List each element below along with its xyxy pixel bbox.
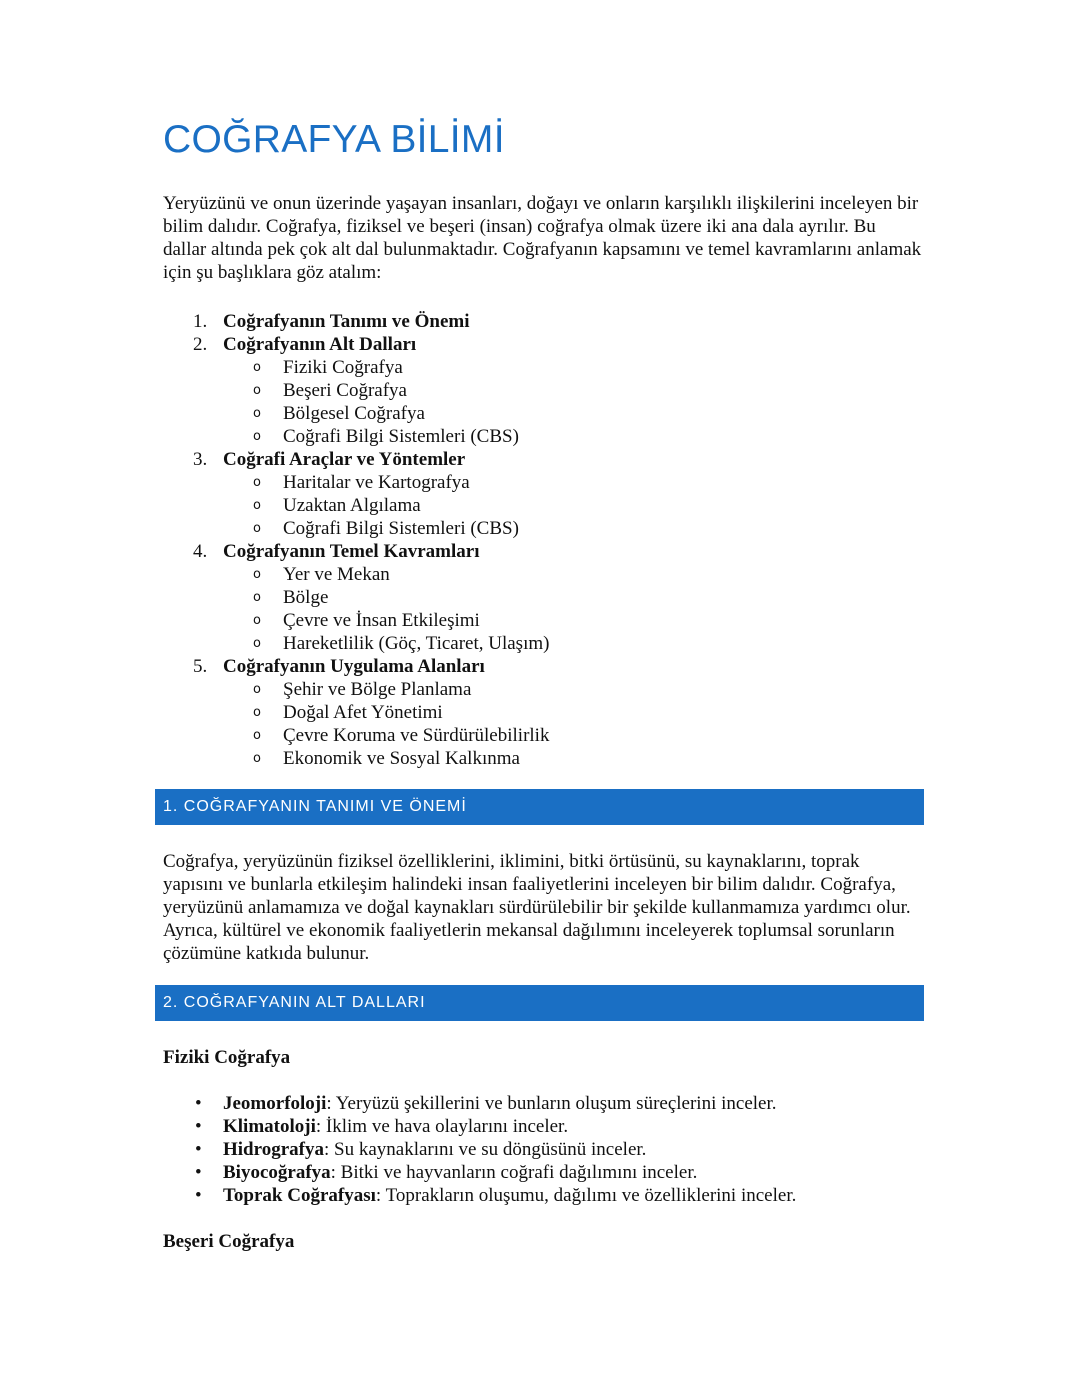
section-1-heading: 1. COĞRAFYANIN TANIMI VE ÖNEMİ	[155, 789, 924, 825]
outline-subitem	[163, 609, 923, 632]
intro-paragraph: Yeryüzünü ve onun üzerinde yaşayan insanları, doğayı ve onların karşılıklı ilişkilerini inceleyen bir bilim dalıdır. Coğrafya, fiziksel ve beşeri (insan) coğrafya olmak üzere iki ana dala ayrılır. Bu dallar altında pek çok alt dal bulunmaktadır. Coğrafyanın kapsamını ve temel kavramlarını anlamak için şu başlıklara göz atalım:	[163, 193, 922, 283]
outline-label: Coğrafyanın Uygulama Alanları	[223, 656, 485, 677]
outline-label: Coğrafyanın Alt Dalları	[223, 334, 417, 355]
hollow-circle-bullet-icon: o	[253, 751, 261, 766]
outline-subitem	[163, 563, 923, 586]
outline-number: 5.	[193, 656, 208, 677]
bullet-dot-icon: •	[195, 1185, 202, 1206]
subitem-label: Hareketlilik (Göç, Ticaret, Ulaşım)	[283, 633, 550, 654]
subitem-label: Şehir ve Bölge Planlama	[283, 679, 472, 700]
outline-item	[163, 448, 923, 471]
outline-subitem	[163, 379, 923, 402]
subitem-label: Uzaktan Algılama	[283, 495, 421, 516]
hollow-circle-bullet-icon: o	[253, 406, 261, 421]
hollow-circle-bullet-icon: o	[253, 590, 261, 605]
hollow-circle-bullet-icon: o	[253, 636, 261, 651]
hollow-circle-bullet-icon: o	[253, 521, 261, 536]
hollow-circle-bullet-icon: o	[253, 498, 261, 513]
branch-term: Toprak Coğrafyası	[223, 1185, 376, 1206]
outline-item	[163, 333, 923, 356]
hollow-circle-bullet-icon: o	[253, 567, 261, 582]
outline-subitem	[163, 724, 923, 747]
bullet-dot-icon: •	[195, 1139, 202, 1160]
list-item	[163, 1115, 923, 1138]
subitem-label: Bölgesel Coğrafya	[283, 403, 425, 424]
subitem-label: Coğrafi Bilgi Sistemleri (CBS)	[283, 426, 519, 447]
outline-label: Coğrafi Araçlar ve Yöntemler	[223, 449, 466, 470]
subitem-label: Fiziki Coğrafya	[283, 357, 403, 378]
branch-term: Biyocoğrafya	[223, 1162, 331, 1183]
branch-description: : Yeryüzü şekillerini ve bunların oluşum süreçlerini inceler.	[326, 1093, 777, 1114]
outline-item	[163, 540, 923, 563]
branch-term: Klimatoloji	[223, 1116, 316, 1137]
outline-number: 1.	[193, 311, 208, 332]
hollow-circle-bullet-icon: o	[253, 613, 261, 628]
list-item	[163, 1138, 923, 1161]
outline-subitem	[163, 517, 923, 540]
hollow-circle-bullet-icon: o	[253, 360, 261, 375]
outline-label: Coğrafyanın Temel Kavramları	[223, 541, 480, 562]
list-item	[163, 1161, 923, 1184]
outline-subitem	[163, 471, 923, 494]
outline-subitem	[163, 747, 923, 770]
subitem-label: Çevre Koruma ve Sürdürülebilirlik	[283, 725, 550, 746]
outline-label: Coğrafyanın Tanımı ve Önemi	[223, 311, 470, 332]
outline-subitem	[163, 425, 923, 448]
subitem-label: Beşeri Coğrafya	[283, 380, 407, 401]
bullet-dot-icon: •	[195, 1093, 202, 1114]
page-title: COĞRAFYA BİLİMİ	[163, 118, 505, 161]
subitem-label: Ekonomik ve Sosyal Kalkınma	[283, 748, 520, 769]
outline-subitem	[163, 701, 923, 724]
subitem-label: Yer ve Mekan	[283, 564, 390, 585]
section-2-heading: 2. COĞRAFYANIN ALT DALLARI	[155, 985, 924, 1021]
outline-subitem	[163, 632, 923, 655]
hollow-circle-bullet-icon: o	[253, 429, 261, 444]
beseri-cografya-heading: Beşeri Coğrafya	[163, 1231, 295, 1252]
subitem-label: Doğal Afet Yönetimi	[283, 702, 443, 723]
outline-number: 3.	[193, 449, 208, 470]
subitem-label: Coğrafi Bilgi Sistemleri (CBS)	[283, 518, 519, 539]
branch-term: Jeomorfoloji	[223, 1093, 327, 1114]
list-item	[163, 1184, 923, 1207]
branch-description: : İklim ve hava olaylarını inceler.	[315, 1116, 569, 1137]
branch-description: : Toprakların oluşumu, dağılımı ve özelliklerini inceler.	[375, 1185, 797, 1206]
hollow-circle-bullet-icon: o	[253, 383, 261, 398]
bullet-dot-icon: •	[195, 1162, 202, 1183]
outline-subitem	[163, 356, 923, 379]
bullet-dot-icon: •	[195, 1116, 202, 1137]
hollow-circle-bullet-icon: o	[253, 475, 261, 490]
fiziki-branch-list	[163, 1092, 923, 1207]
fiziki-cografya-heading: Fiziki Coğrafya	[163, 1047, 291, 1068]
hollow-circle-bullet-icon: o	[253, 705, 261, 720]
outline-number: 2.	[193, 334, 208, 355]
outline-item	[163, 655, 923, 678]
branch-term: Hidrografya	[223, 1139, 324, 1160]
outline-subitem	[163, 678, 923, 701]
list-item	[163, 1092, 923, 1115]
topic-outline	[163, 310, 923, 770]
outline-subitem	[163, 586, 923, 609]
outline-number: 4.	[193, 541, 208, 562]
subitem-label: Bölge	[283, 587, 329, 608]
hollow-circle-bullet-icon: o	[253, 728, 261, 743]
outline-subitem	[163, 494, 923, 517]
subitem-label: Çevre ve İnsan Etkileşimi	[283, 610, 480, 631]
branch-description: : Su kaynaklarını ve su döngüsünü inceler.	[323, 1139, 647, 1160]
branch-description: : Bitki ve hayvanların coğrafi dağılımını inceler.	[330, 1162, 698, 1183]
hollow-circle-bullet-icon: o	[253, 682, 261, 697]
section-1-paragraph: Coğrafya, yeryüzünün fiziksel özelliklerini, iklimini, bitki örtüsünü, su kaynaklarını, toprak yapısını ve bunlarla etkileşim halindeki insan faaliyetlerini inceleyen bir bilim dalıdır. Coğrafya, yeryüzünü anlamamıza ve doğal kaynakları sürdürülebilir bir şekilde kullanmamıza yardımcı olur. Ayrıca, kültürel ve ekonomik faaliyetlerin mekansal dağılımını inceleyerek toplumsal sorunların çözümüne katkıda bulunur.	[163, 851, 911, 964]
subitem-label: Haritalar ve Kartografya	[283, 472, 470, 493]
outline-item	[163, 310, 923, 333]
outline-subitem	[163, 402, 923, 425]
